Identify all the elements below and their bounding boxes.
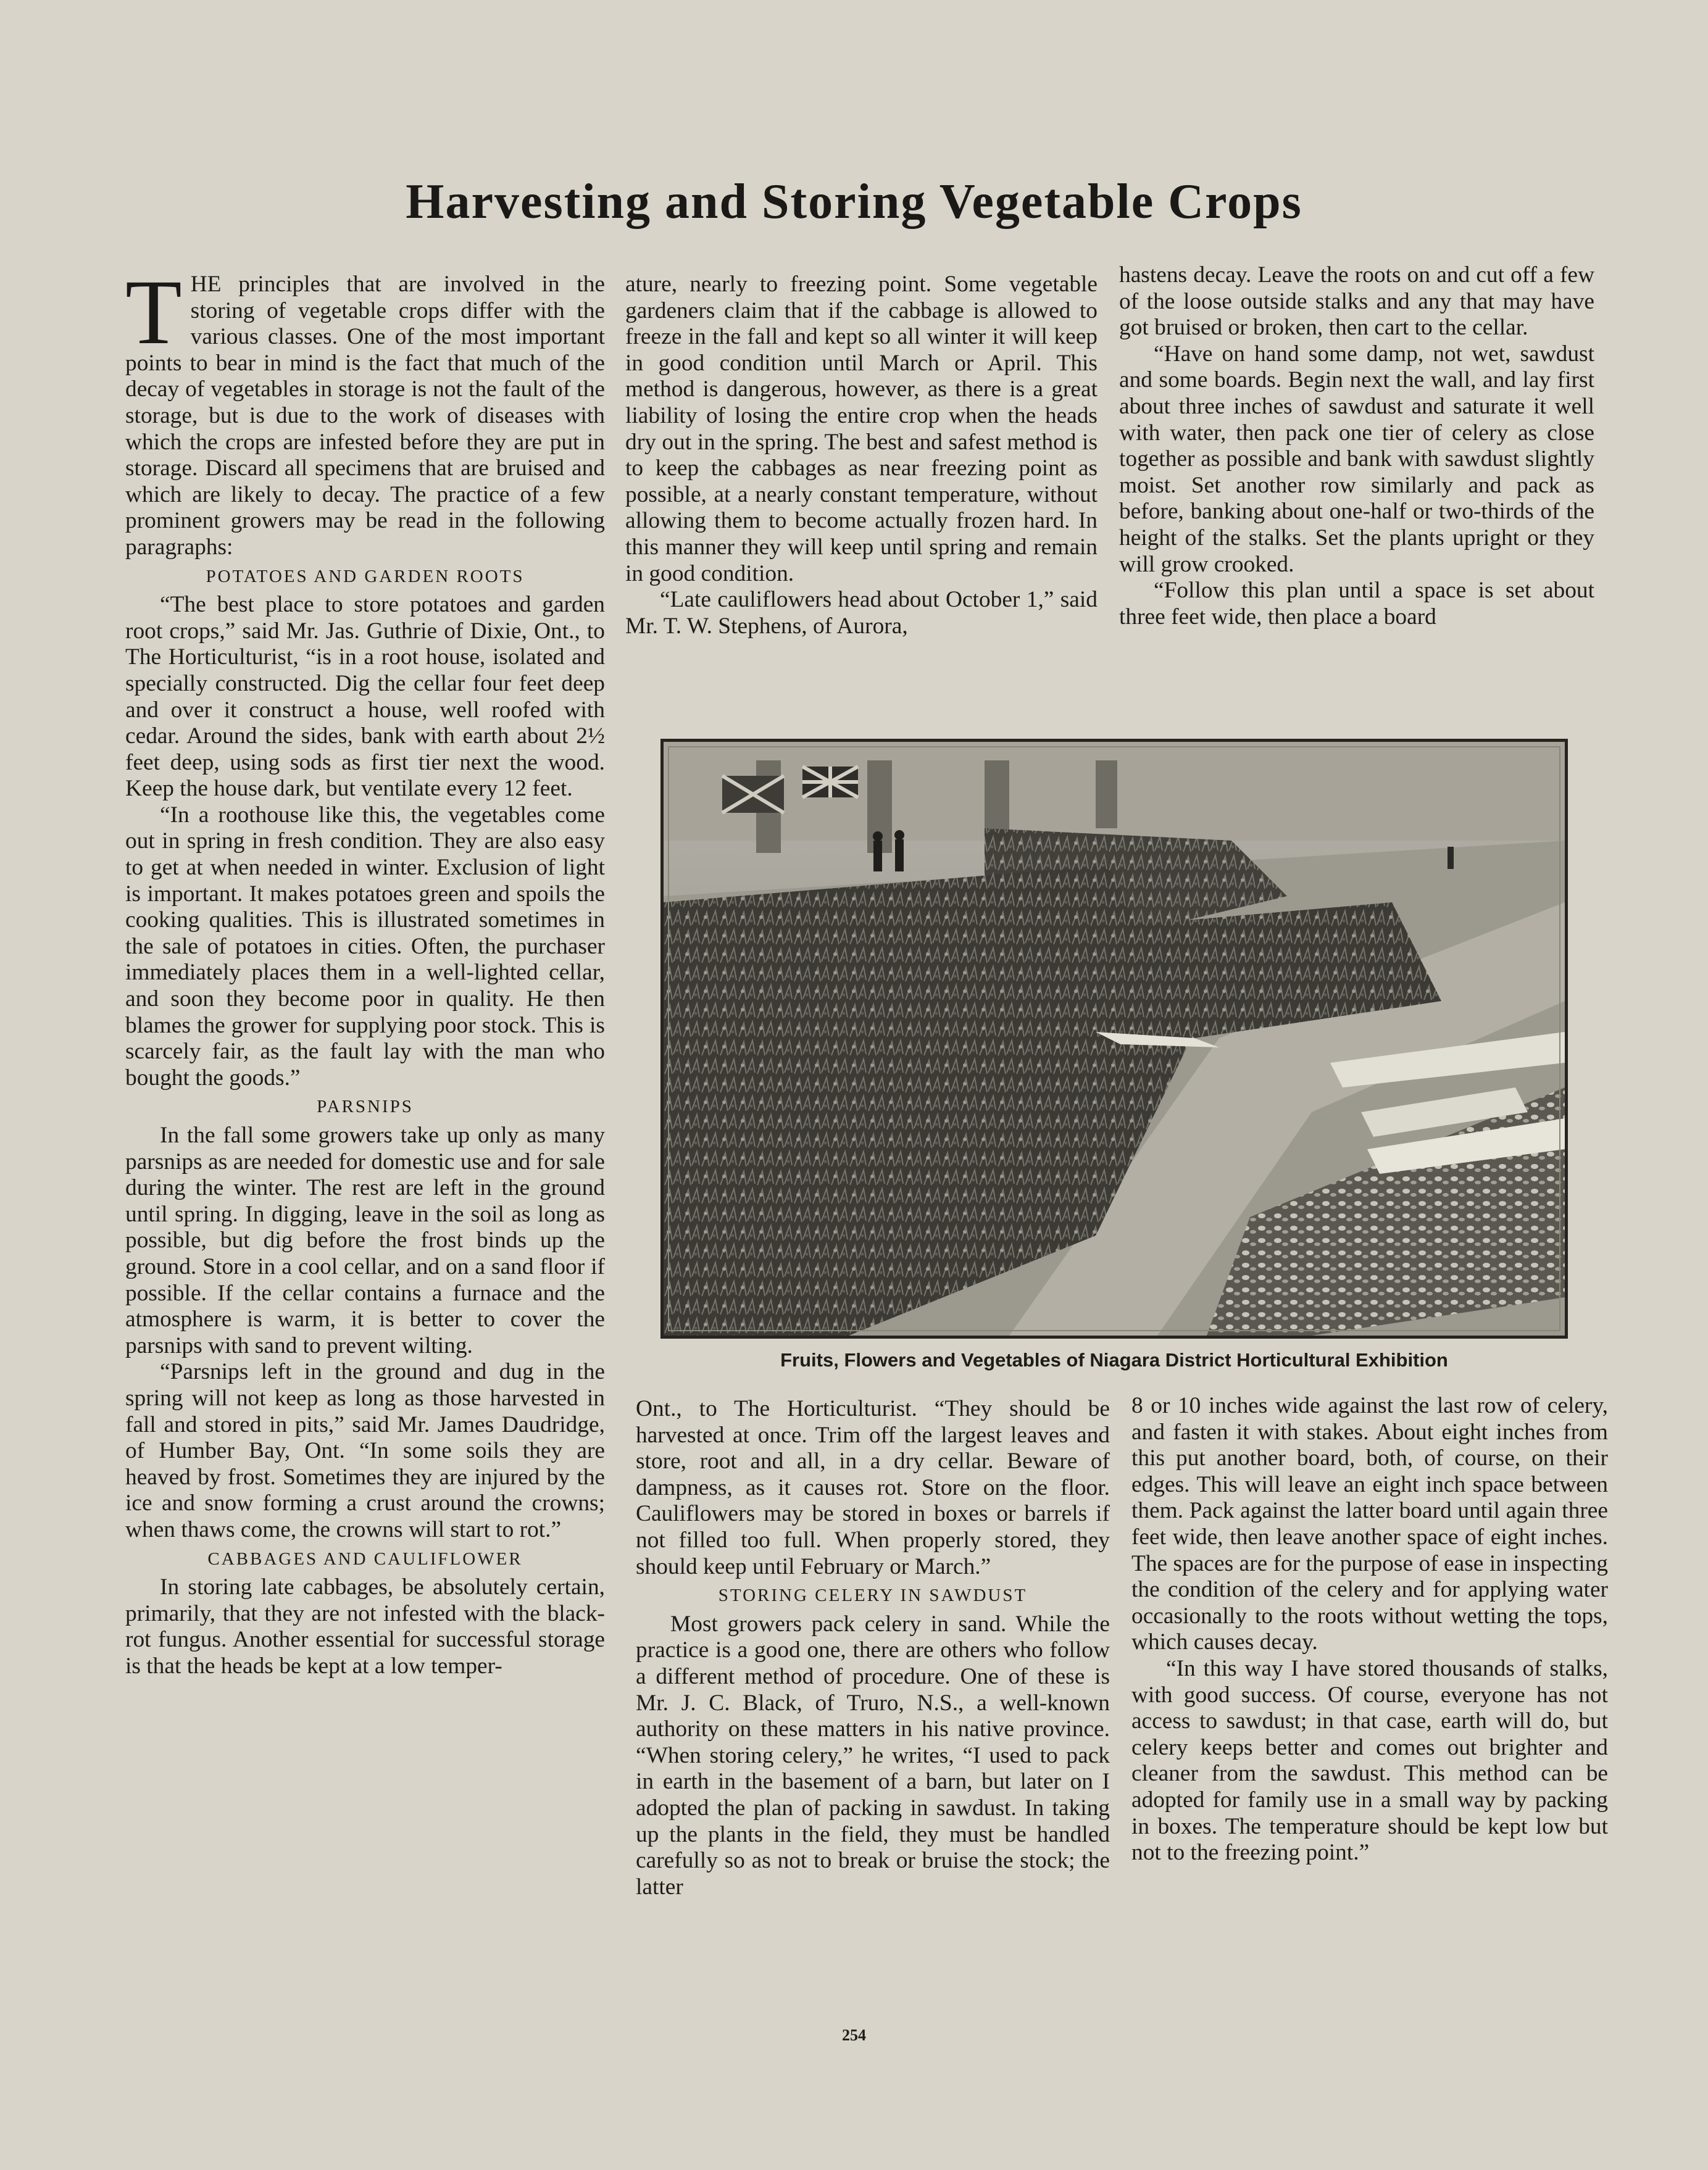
paragraph: “Follow this plan until a space is set about three feet wide, then place a board: [1119, 578, 1594, 630]
drop-cap: T: [125, 261, 182, 364]
paragraph: “In this way I have stored thousands of stalks, with good success. Of course, everyone has not access to sawdust; in that case, earth will do, but celery keeps better and comes out brighter and cleaner from the sawdust. This method can be adopted for family use in a small way by packing in boxes. The temperature should be kept low but not to the freezing point.”: [1131, 1655, 1608, 1866]
paragraph: 8 or 10 inches wide against the last row of celery, and fasten it with stakes. About eight inches from this put another board, both, of course, on their edges. This will leave an eight inch space between them. Pack against the latter board until again three feet wide, then leave another space of eight inches. The spaces are for the purpose of ease in inspecting the condition of the celery and for applying water occasionally to the roots without wetting the tops, which causes decay.: [1131, 1393, 1608, 1655]
column-right-bottom: [1131, 1393, 1608, 1866]
paragraph: “Late cauliflowers head about October 1,” said Mr. T. W. Stephens, of Aurora,: [625, 587, 1098, 639]
section-heading-parsnips: PARSNIPS: [317, 1097, 414, 1117]
paragraph: “In a roothouse like this, the vegetables come out in spring in fresh condition. They are also easy to get at when needed in winter. Exclusion of light is important. It makes potatoes green and spoils the cooking qualities. This is illustrated sometimes in the sale of potatoes in cities. Often, the purchaser immediately places them in a well-lighted cellar, and soon they become poor in quality. He then blames the grower for supplying poor stock. This is scarcely fair, as the fault lay with the man who bought the goods.”: [125, 802, 605, 1091]
column-middle-top: [625, 272, 1098, 639]
paragraph: In the fall some growers take up only as many parsnips as are needed for domestic use and for sale during the winter. The rest are left in the ground until spring. In digging, leave in the soil as long as possible, but dig before the frost binds up the ground. Store in a cool cellar, and on a sand floor if possible. If the cellar contains a furnace and the atmosphere is warm, it is better to cover the parsnips with sand to prevent wilting.: [125, 1123, 605, 1358]
section-heading-potatoes: POTATOES AND GARDEN ROOTS: [206, 566, 525, 586]
paragraph: “The best place to store potatoes and garden root crops,” said Mr. Jas. Guthrie of Dixie, Ont., to The Horticulturist, “is in a root house, isolated and specially constructed. Dig the cellar four feet deep and over it construct a house, well roofed with cedar. Around the sides, bank with earth about 2½ feet deep, using sods as first tier next the wood. Keep the house dark, but ventilate every 12 feet.: [125, 592, 605, 802]
section-heading-celery: STORING CELERY IN SAWDUST: [718, 1586, 1028, 1606]
intro-text: HE principles that are involved in the storing of vegetable crops differ with the various classes. One of the most important points to bear in mind is the fact that much of the decay of vegetables in storage is not the fault of the storage, but is due to the work of diseases with which the crops are infested before they are put in storage. Discard all specimens that are bruised and which are likely to decay. The practice of a few prominent growers may be read in the following paragraphs:: [125, 272, 605, 560]
column-right-top: [1119, 262, 1594, 630]
paragraph: Most growers pack celery in sand. While the practice is a good one, there are others who follow a different method of procedure. One of these is Mr. J. C. Black, of Truro, N.S., a well-known authority on these matters in his native province. “When storing celery,” he writes, “I used to pack in earth in the basement of a barn, but later on I adopted the plan of packing in sawdust. In taking up the plants in the field, they must be handled carefully so as not to break or bruise the stock; the latter: [636, 1611, 1110, 1900]
paragraph: ature, nearly to freezing point. Some vegetable gardeners claim that if the cabbage is allowed to freeze in the fall and kept so all winter it will keep in good condition until March or April. This method is dangerous, however, as there is a great liability of losing the entire crop when the heads dry out in the spring. The best and safest method is to keep the cabbages as near freezing point as possible, at a nearly constant temperature, without allowing them to become actually frozen hard. In this manner they will keep until spring and remain in good condition.: [625, 272, 1098, 586]
column-left: [125, 261, 605, 1679]
column-middle-bottom: [636, 1396, 1110, 1900]
paragraph: “Parsnips left in the ground and dug in the spring will not keep as long as those harvested in fall and stored in pits,” said Mr. James Daudridge, of Humber Bay, Ont. “In some soils they are heaved by frost. Sometimes they are injured by the ice and snow forming a crust around the crowns; when thaws come, the crowns will start to rot.”: [125, 1359, 605, 1542]
intro-paragraph: [125, 261, 605, 561]
paragraph: In storing late cabbages, be absolutely certain, primarily, that they are not infested with the black-rot fungus. Another essential for successful storage is that the heads be kept at a low temper-: [125, 1574, 605, 1679]
paragraph: Ont., to The Horticulturist. “They should be harvested at once. Trim off the largest leaves and store, root and all, in a dry cellar. Beware of dampness, as it causes rot. Store on the floor. Cauliflowers may be stored in boxes or barrels if not filled too full. When properly stored, they should keep until February or March.”: [636, 1396, 1110, 1579]
article-title: Harvesting and Storing Vegetable Crops: [406, 175, 1302, 229]
section-heading-cabbages: CABBAGES AND CAULIFLOWER: [207, 1549, 523, 1569]
exhibition-photograph: [660, 739, 1568, 1339]
page-number: 254: [842, 2026, 866, 2044]
paragraph: hastens decay. Leave the roots on and cut off a few of the loose outside stalks and any that may have got bruised or broken, then cart to the cellar.: [1119, 262, 1594, 341]
paragraph: “Have on hand some damp, not wet, sawdust and some boards. Begin next the wall, and lay first about three inches of sawdust and saturate it well with water, then pack one tier of celery as close together as possible and bank with sawdust slightly moist. Set another row similarly and pack as before, banking about one-half or two-thirds of the height of the stalks. Set the plants upright or they will grow crooked.: [1119, 341, 1594, 577]
photo-caption: Fruits, Flowers and Vegetables of Niagara District Horticultural Exhibition: [780, 1349, 1448, 1371]
